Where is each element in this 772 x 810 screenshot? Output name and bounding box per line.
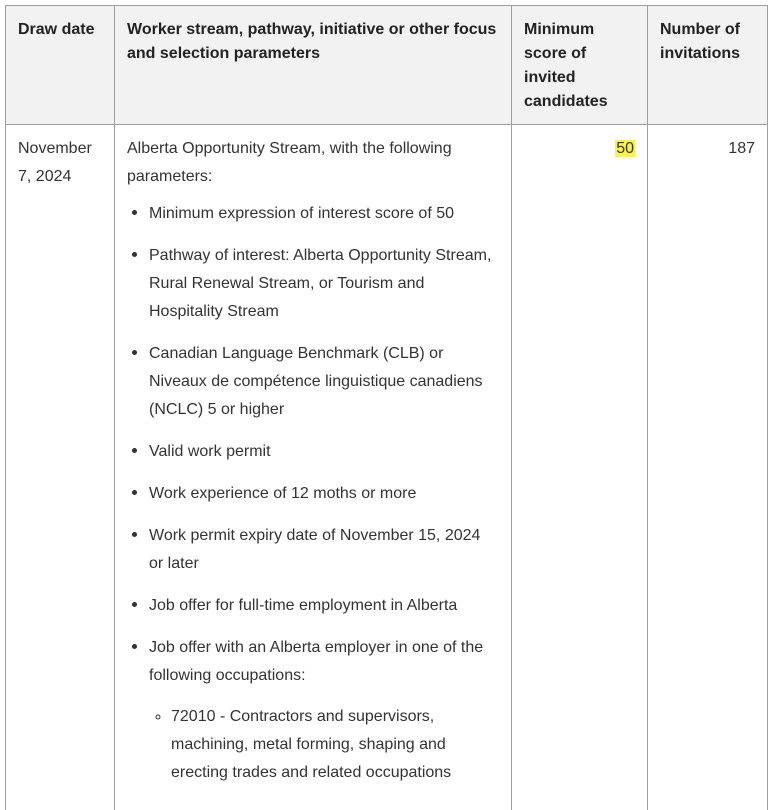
header-draw-date: Draw date — [6, 6, 115, 125]
parameter-item: • Canadian Language Benchmark (CLB) or Niveaux de compétence linguistique canadiens (NCLC) 5 or higher — [149, 339, 499, 424]
table-body — [6, 125, 768, 810]
parameter-item: • Job offer for full-time employment in Alberta — [149, 591, 499, 620]
occupations-intro: Job offer with an Alberta employer in one of the following occupations: — [149, 639, 483, 684]
table-row — [6, 125, 768, 810]
parameter-item-occupations — [149, 633, 499, 787]
min-score-cell — [512, 125, 648, 810]
focus-cell — [115, 125, 512, 810]
occupation-item: ◦ 72010 - Contractors and supervisors, machining, metal forming, shaping and erecting trades and related occupations — [171, 703, 499, 787]
focus-intro: Alberta Opportunity Stream, with the following parameters: — [127, 135, 499, 191]
invitation-draws-table — [5, 5, 768, 810]
draw-date-cell: November 7, 2024 — [6, 125, 115, 810]
header-row — [6, 6, 768, 125]
parameter-item: • Valid work permit — [149, 437, 499, 466]
invitations-cell: 187 — [648, 125, 768, 810]
header-focus: Worker stream, pathway, initiative or other focus and selection parameters — [115, 6, 512, 125]
occupation-list — [149, 703, 499, 787]
highlighted-min-score: 50 — [615, 140, 635, 157]
header-invitations: Number of invitations — [648, 6, 768, 125]
parameter-item: • Work experience of 12 moths or more — [149, 479, 499, 508]
table-header — [6, 6, 768, 125]
header-min-score: Minimum score of invited candidates — [512, 6, 648, 125]
parameter-item: • Pathway of interest: Alberta Opportunity Stream, Rural Renewal Stream, or Tourism and Hospitality Stream — [149, 241, 499, 326]
parameter-list — [127, 199, 499, 787]
parameter-item: • Minimum expression of interest score of 50 — [149, 199, 499, 228]
parameter-item: • Work permit expiry date of November 15, 2024 or later — [149, 521, 499, 578]
